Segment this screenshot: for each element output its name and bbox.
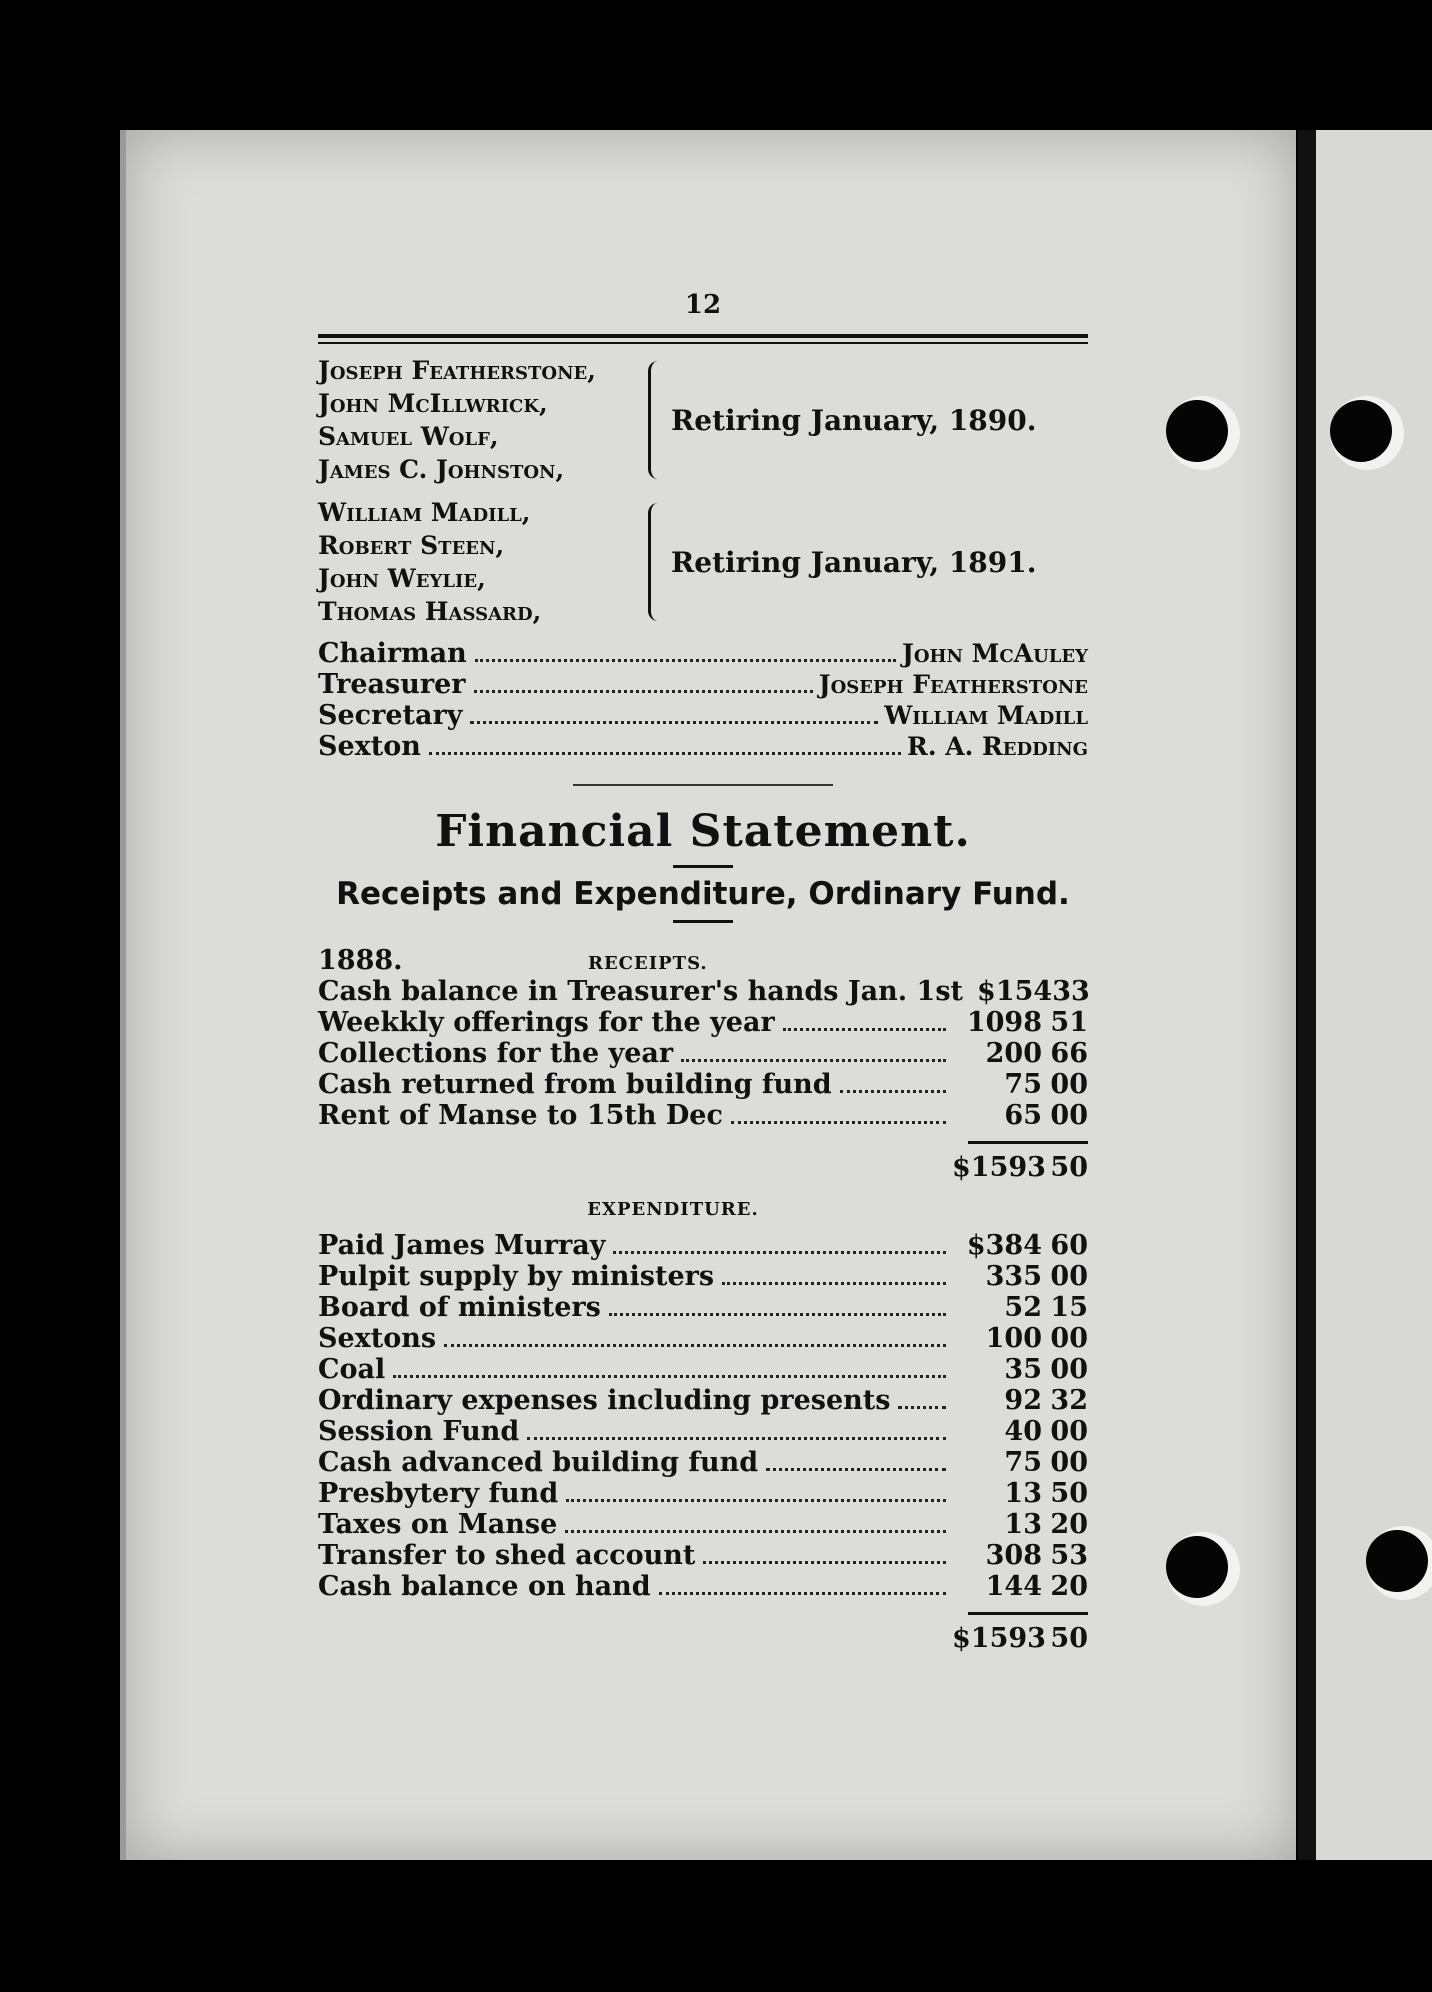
trustee-names (318, 496, 648, 628)
expenditure-total-rule (968, 1612, 1088, 1615)
receipts-total (318, 1152, 1088, 1183)
row-label: Session Fund (318, 1416, 520, 1447)
leader-dots (429, 752, 901, 755)
table-row (318, 1478, 1088, 1509)
row-dollars: 52 (1004, 1292, 1042, 1323)
leader-dots (659, 1592, 946, 1595)
section-divider (573, 784, 833, 786)
officer-row (318, 669, 1088, 700)
row-label: Pulpit supply by ministers (318, 1261, 715, 1292)
row-dollars: 308 (985, 1540, 1042, 1571)
table-row (318, 1100, 1088, 1131)
leader-dots (840, 1090, 946, 1093)
leader-dots (722, 1282, 946, 1285)
row-label: Board of ministers (318, 1292, 601, 1323)
row-dollars: 13 (1004, 1478, 1042, 1509)
table-row (318, 1447, 1088, 1478)
leader-dots (703, 1561, 946, 1564)
trustee-name: James C. Johnston, (318, 455, 565, 484)
table-row (318, 976, 1088, 1007)
row-cents: 00 (1050, 1261, 1088, 1292)
trustee-group-2 (318, 496, 1088, 628)
row-dollars: 1098 (966, 1007, 1042, 1038)
row-label: Weekkly offerings for the year (318, 1007, 775, 1038)
row-dollars: $154 (977, 976, 1053, 1007)
row-cents: 20 (1050, 1509, 1088, 1540)
row-dollars: 144 (985, 1571, 1042, 1602)
row-dollars: $384 (966, 1230, 1042, 1261)
expenditure-label: EXPENDITURE. (587, 1199, 759, 1220)
table-row (318, 1323, 1088, 1354)
row-label: Cash advanced building fund (318, 1447, 759, 1478)
row-label: Rent of Manse to 15th Dec (318, 1100, 723, 1131)
leader-dots (898, 1406, 946, 1409)
table-row (318, 1385, 1088, 1416)
table-row (318, 1069, 1088, 1100)
expenditure-total (318, 1623, 1088, 1654)
table-row (318, 1261, 1088, 1292)
leader-dots (766, 1468, 946, 1471)
row-cents: 00 (1050, 1447, 1088, 1478)
row-label: Cash balance on hand (318, 1571, 651, 1602)
leader-dots (609, 1313, 946, 1316)
row-cents: 51 (1050, 1007, 1088, 1038)
brace-icon (648, 361, 665, 479)
title-rule (673, 865, 733, 868)
row-label: Sextons (318, 1323, 437, 1354)
row-dollars: 75 (1004, 1447, 1042, 1478)
officer-row (318, 700, 1088, 731)
receipts-table (318, 976, 1088, 1131)
officer-role: Secretary (318, 700, 463, 731)
total-dollars: $1593 (952, 1623, 1046, 1654)
row-dollars: 65 (1004, 1100, 1042, 1131)
total-cents: 50 (1050, 1623, 1088, 1654)
row-label: Paid James Murray (318, 1230, 606, 1261)
page-content (318, 290, 1088, 1654)
leader-dots (783, 1028, 946, 1031)
leader-dots (681, 1059, 946, 1062)
table-row (318, 1007, 1088, 1038)
table-row (318, 1416, 1088, 1447)
leader-dots (470, 721, 878, 724)
row-label: Cash returned from building fund (318, 1069, 832, 1100)
row-dollars: 92 (1004, 1385, 1042, 1416)
officer-role: Chairman (318, 638, 467, 669)
retiring-note: Retiring January, 1891. (671, 545, 1037, 579)
row-label: Taxes on Manse (318, 1509, 558, 1540)
statement-year: 1888. (318, 945, 403, 976)
retiring-note: Retiring January, 1890. (671, 403, 1037, 437)
page-number: 12 (684, 290, 722, 320)
total-cents: 50 (1050, 1152, 1088, 1183)
table-row (318, 1292, 1088, 1323)
row-dollars: 40 (1004, 1416, 1042, 1447)
row-label: Collections for the year (318, 1038, 674, 1069)
row-cents: 00 (1050, 1416, 1088, 1447)
officer-name: William Madill (884, 701, 1088, 730)
trustee-name: Samuel Wolf, (318, 422, 499, 451)
punch-hole-top-left (1166, 400, 1228, 462)
trustee-name: Robert Steen, (318, 531, 505, 560)
leader-dots (393, 1375, 946, 1378)
header-rule (318, 334, 1088, 344)
trustee-name: John Weylie, (318, 564, 486, 593)
row-dollars: 200 (985, 1038, 1042, 1069)
row-cents: 00 (1050, 1069, 1088, 1100)
row-cents: 32 (1050, 1385, 1088, 1416)
row-dollars: 35 (1004, 1354, 1042, 1385)
officer-name: R. A. Redding (907, 732, 1088, 761)
row-cents: 20 (1050, 1571, 1088, 1602)
total-dollars: $1593 (952, 1152, 1046, 1183)
expenditure-table (318, 1230, 1088, 1602)
row-dollars: 335 (985, 1261, 1042, 1292)
leader-dots (566, 1499, 946, 1502)
brace-icon (648, 503, 665, 621)
leader-dots (731, 1121, 946, 1124)
row-cents: 15 (1050, 1292, 1088, 1323)
row-label: Cash balance in Treasurer's hands Jan. 1st (318, 976, 964, 1007)
table-row (318, 1509, 1088, 1540)
subtitle-rule (673, 920, 733, 923)
row-cents: 00 (1050, 1354, 1088, 1385)
officer-row (318, 638, 1088, 669)
row-cents: 33 (1052, 976, 1090, 1007)
row-label: Presbytery fund (318, 1478, 559, 1509)
leader-dots (527, 1437, 946, 1440)
row-cents: 00 (1050, 1100, 1088, 1131)
trustee-name: John McIllwrick, (318, 389, 548, 418)
punch-hole-top-right (1330, 400, 1392, 462)
table-row (318, 1571, 1088, 1602)
leader-dots (475, 659, 896, 662)
table-row (318, 1230, 1088, 1261)
officer-row (318, 731, 1088, 762)
row-cents: 53 (1050, 1540, 1088, 1571)
row-cents: 50 (1050, 1478, 1088, 1509)
row-cents: 60 (1050, 1230, 1088, 1261)
row-dollars: 13 (1004, 1509, 1042, 1540)
officer-name: John McAuley (902, 639, 1088, 668)
officer-role: Treasurer (318, 669, 466, 700)
punch-hole-bottom-right (1366, 1530, 1428, 1592)
officer-name: Joseph Featherstone (818, 670, 1088, 699)
punch-hole-bottom-left (1166, 1536, 1228, 1598)
row-label: Transfer to shed account (318, 1540, 696, 1571)
row-cents: 66 (1050, 1038, 1088, 1069)
row-dollars: 100 (985, 1323, 1042, 1354)
officer-role: Sexton (318, 731, 421, 762)
leader-dots (565, 1530, 946, 1533)
trustee-name: William Madill, (318, 498, 531, 527)
officers-list (318, 638, 1088, 762)
receipts-label: RECEIPTS. (588, 953, 708, 974)
row-label: Ordinary expenses including presents (318, 1385, 891, 1416)
trustee-name: Thomas Hassard, (318, 597, 542, 626)
trustee-names (318, 354, 648, 486)
adjacent-page-edge (1298, 130, 1432, 1860)
financial-subtitle: Receipts and Expenditure, Ordinary Fund. (336, 876, 1070, 912)
row-cents: 00 (1050, 1323, 1088, 1354)
leader-dots (613, 1251, 946, 1254)
receipts-header (318, 945, 1088, 976)
leader-dots (474, 690, 813, 693)
table-row (318, 1038, 1088, 1069)
leader-dots (444, 1344, 946, 1347)
table-row (318, 1354, 1088, 1385)
receipts-total-rule (968, 1141, 1088, 1144)
table-row (318, 1540, 1088, 1571)
row-dollars: 75 (1004, 1069, 1042, 1100)
trustee-name: Joseph Featherstone, (318, 356, 596, 385)
financial-title: Financial Statement. (435, 806, 971, 857)
trustee-group-1 (318, 354, 1088, 486)
row-label: Coal (318, 1354, 386, 1385)
